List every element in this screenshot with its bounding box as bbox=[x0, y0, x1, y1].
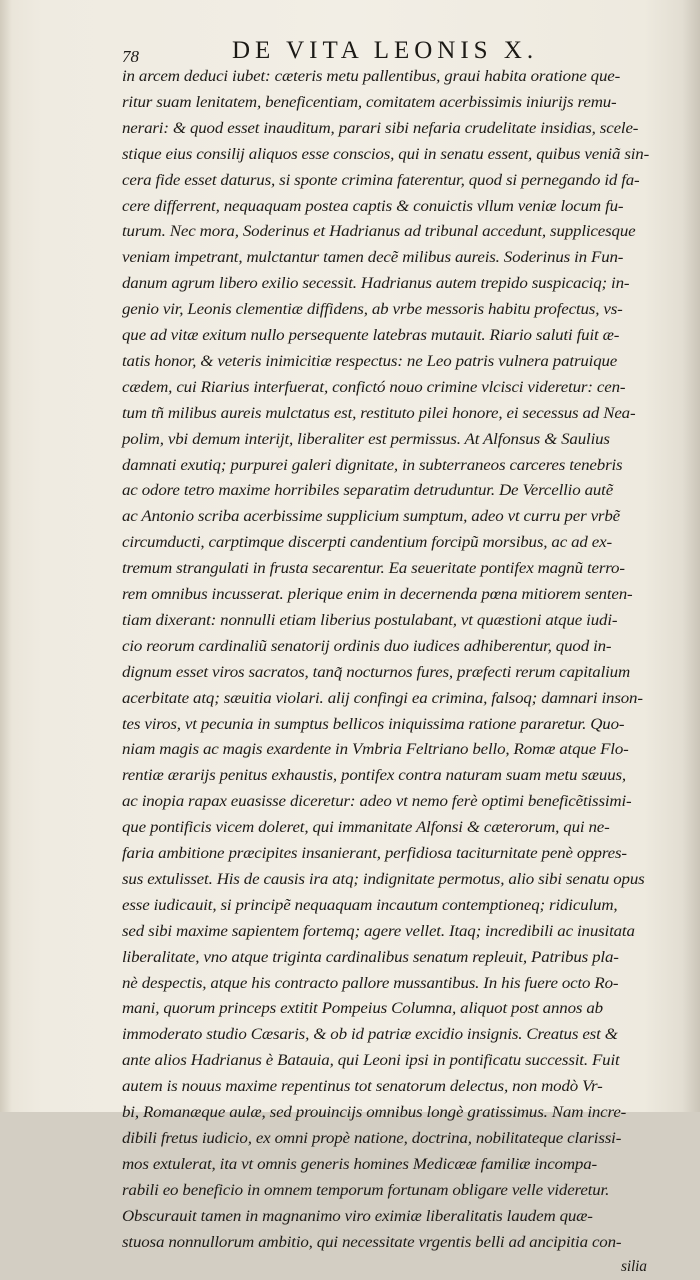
page-number: 78 bbox=[122, 47, 139, 66]
text-line: tatis honor, & veteris inimicitiæ respectus: ne Leo patris vulnera patruique bbox=[122, 352, 618, 370]
text-line: mani, quorum princeps extitit Pompeius Columna, aliquot post annos ab bbox=[122, 1000, 603, 1018]
text-line: que pontificis vicem doleret, qui immanitate Alfonsi & cæterorum, qui ne- bbox=[122, 819, 610, 837]
text-line: immoderato studio Cæsaris, & ob id patriæ excidio insignis. Creatus est & bbox=[122, 1026, 618, 1044]
page-left-edge bbox=[0, 0, 12, 1112]
text-line: circumducti, carptimque discerpti candentium forcipũ morsibus, ac ad ex- bbox=[122, 534, 612, 552]
text-line: turum. Nec mora, Soderinus et Hadrianus ad tribunal accedunt, supplicesque bbox=[122, 223, 636, 241]
text-line: autem is nouus maxime repentinus tot senatorum delectus, non modò Vr- bbox=[122, 1078, 603, 1096]
text-line: ac odore tetro maxime horribiles separatim detruduntur. De Vercellio autẽ bbox=[122, 482, 614, 500]
text-line: nerari: & quod esset inauditum, parari sibi nefaria crudelitate insidias, scele- bbox=[122, 119, 639, 137]
text-line: tes viros, vt pecunia in sumptus bellicos iniquissima ratione pararetur. Quo- bbox=[122, 715, 625, 733]
text-line: cera fide esset daturus, si sponte crimina faterentur, quod si pernegando id fa- bbox=[122, 171, 640, 189]
text-line: dignum esset viros sacratos, tanq̃ nocturnos fures, præfecti rerum capitalium bbox=[122, 663, 631, 681]
text-line: stique eius consilij aliquos esse conscios, qui in senatu essent, quibus veniã sin- bbox=[122, 145, 650, 163]
text-line: stuosa nonnullorum ambitio, qui necessitate vrgentis belli ad ancipitia con- bbox=[122, 1233, 622, 1251]
text-line: in arcem deduci iubet: cæteris metu pallentibus, graui habita oratione que- bbox=[122, 68, 621, 85]
text-line: rem omnibus incusserat. plerique enim in decernenda pœna mitiorem senten- bbox=[122, 586, 633, 603]
page-gutter-shadow bbox=[682, 0, 700, 1112]
text-line: dibili fretus iudicio, ex omni propè natione, doctrina, nobilitateque clarissi- bbox=[122, 1129, 622, 1147]
text-line: genio vir, Leonis clementiæ diffidens, ab vrbe messoris habitu profectus, vs- bbox=[122, 301, 623, 319]
text-line: tremum strangulati in frusta secarentur. Ea seueritate pontifex magnũ terro- bbox=[122, 560, 625, 578]
text-line: Obscurauit tamen in magnanimo viro eximiæ liberalitatis laudem quæ- bbox=[122, 1207, 593, 1225]
text-line: mos extulerat, ita vt omnis generis homines Medicææ familiæ incompa- bbox=[122, 1155, 597, 1173]
text-line: ritur suam lenitatem, beneficentiam, comitatem acerbissimis iniurijs remu- bbox=[122, 93, 617, 111]
page-header bbox=[122, 37, 602, 67]
text-line: bi, Romanæque aulæ, sed prouincijs omnibus longè gratissimus. Nam incre- bbox=[122, 1104, 627, 1121]
text-line: cio reorum cardinaliũ senatorij ordinis duo iudices adhiberentur, quod in- bbox=[122, 637, 612, 655]
text-line: esse iudicauit, si principẽ nequaquam incautum contemptioneq; ridiculum, bbox=[122, 896, 618, 914]
text-line: niam magis ac magis exardente in Vmbria Feltriano bello, Romæ atque Flo- bbox=[122, 741, 629, 759]
text-line: nè despectis, atque his contracto pallore mussantibus. In his fuere octo Ro- bbox=[122, 974, 619, 992]
text-line: danum agrum libero exilio secessit. Hadrianus autem trepido suspicaciq; in- bbox=[122, 275, 630, 293]
text-line: liberalitate, vno atque triginta cardinalibus senatum repleuit, Patribus pla- bbox=[122, 948, 619, 966]
text-line: sed sibi maxime sapientem fortemq; agere vellet. Itaq; incredibili ac inusitata bbox=[122, 922, 635, 940]
text-line: damnati exutiq; purpurei galeri dignitate, in subterraneos carceres tenebris bbox=[122, 456, 623, 474]
text-line: rentiæ ærarijs penitus exhaustis, pontifex contra naturam suam metu sæuus, bbox=[122, 767, 626, 785]
text-line: cere differrent, nequaquam postea captis & conuictis vllum veniæ locum fu- bbox=[122, 197, 624, 215]
text-line: cædem, cui Riarius interfuerat, confictó nouo crimine vlcisci videretur: cen- bbox=[122, 378, 626, 396]
text-line: que ad vitæ exitum nullo persequente latebras mutauit. Riario saluti fuit æ- bbox=[122, 327, 620, 344]
text-line: sus extulisset. His de causis ira atq; indignitate permotus, alio sibi senatu opus bbox=[122, 870, 645, 888]
text-line: polim, vbi demum interijt, liberaliter est permissus. At Alfonsus & Saulius bbox=[122, 430, 610, 448]
text-line: rabili eo beneficio in omnem temporum fortunam obligare velle videretur. bbox=[122, 1181, 610, 1199]
text-line: ante alios Hadrianus è Batauia, qui Leoni ipsi in pontificatu successit. Fuit bbox=[122, 1052, 620, 1070]
text-line: faria ambitione præcipites insanierant, perfidiosa taciturnitate penè oppres- bbox=[122, 845, 627, 862]
catchword: silia bbox=[621, 1258, 647, 1276]
text-line: ac inopia rapax euasisse diceretur: adeo vt nemo ferè optimi beneficẽtissimi- bbox=[122, 793, 632, 811]
text-line: tum tñ milibus aureis mulctatus est, restituto pilei honore, ei secessus ad Nea- bbox=[122, 404, 636, 422]
text-line: tiam dixerant: nonnulli etiam liberius postulabant, vt quæstioni atque iudi- bbox=[122, 611, 618, 629]
text-line: veniam impetrant, mulctantur tamen decẽ milibus aureis. Soderinus in Fun- bbox=[122, 249, 624, 267]
text-line: ac Antonio scriba acerbissime supplicium sumptum, adeo vt curru per vrbẽ bbox=[122, 508, 620, 526]
text-line: acerbitate atq; sæuitia violari. alij confingi ea crimina, falsoq; damnari inson- bbox=[122, 689, 643, 707]
running-title: DE VITA LEONIS X. bbox=[232, 37, 539, 64]
